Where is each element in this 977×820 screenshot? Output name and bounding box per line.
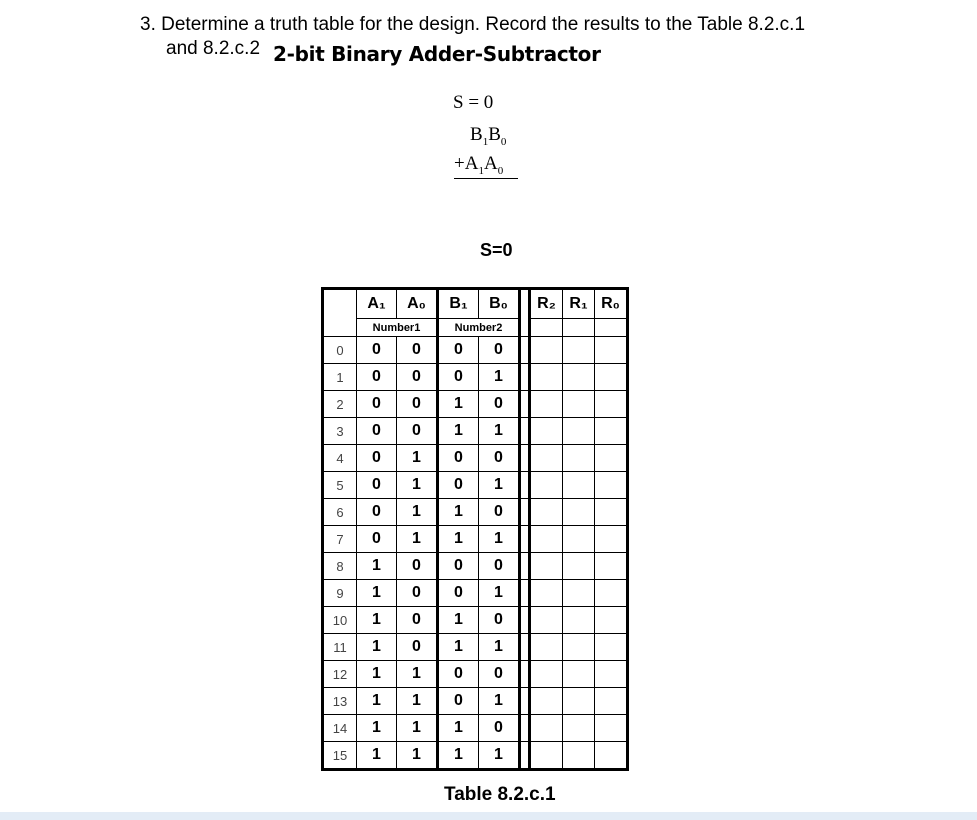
cell-gap[interactable]: [520, 580, 530, 607]
row-index: 10: [323, 607, 357, 634]
table-row: [323, 472, 628, 499]
cell-a1: 1: [357, 580, 397, 607]
cell-r0[interactable]: [595, 472, 628, 499]
cell-r2[interactable]: [530, 553, 563, 580]
cell-b0: 1: [479, 418, 520, 445]
cell-b1: 0: [438, 364, 479, 391]
cell-b0: 0: [479, 391, 520, 418]
cell-b1: 1: [438, 607, 479, 634]
cell-b1: 0: [438, 580, 479, 607]
row-index: 1: [323, 364, 357, 391]
table-row: [323, 445, 628, 472]
cell-r2[interactable]: [530, 580, 563, 607]
cell-a0: 1: [397, 661, 438, 688]
cell-b0: 1: [479, 742, 520, 770]
truth-table: [321, 287, 629, 771]
cell-b0: 0: [479, 445, 520, 472]
cell-r0[interactable]: [595, 391, 628, 418]
instruction-line-1: 3. Determine a truth table for the design. Record the results to the Table 8.2.c.1: [140, 14, 806, 35]
cell-a0: 0: [397, 580, 438, 607]
row-index: 9: [323, 580, 357, 607]
table-row: [323, 607, 628, 634]
cell-gap[interactable]: [520, 418, 530, 445]
cell-a0: 1: [397, 715, 438, 742]
cell-r0[interactable]: [595, 715, 628, 742]
cell-b0: 1: [479, 526, 520, 553]
cell-r1[interactable]: [563, 661, 595, 688]
row-index: 4: [323, 445, 357, 472]
equation-sum-line: [454, 178, 518, 179]
cell-r1[interactable]: [563, 445, 595, 472]
a1-letter: A: [464, 153, 479, 174]
cell-b1: 1: [438, 391, 479, 418]
table-row: [323, 688, 628, 715]
cell-r0[interactable]: [595, 742, 628, 770]
table-row: [323, 526, 628, 553]
cell-r0[interactable]: [595, 499, 628, 526]
header-gap-2: [520, 319, 530, 337]
cell-r1[interactable]: [563, 634, 595, 661]
row-index: 14: [323, 715, 357, 742]
cell-r1[interactable]: [563, 337, 595, 364]
cell-r2[interactable]: [530, 742, 563, 770]
cell-r1[interactable]: [563, 607, 595, 634]
b1-subscript: 1: [482, 135, 489, 148]
cell-a0: 0: [397, 391, 438, 418]
cell-r1[interactable]: [563, 715, 595, 742]
row-index: 6: [323, 499, 357, 526]
equation-b-operand: [470, 124, 506, 148]
header-r0-blank: [595, 319, 628, 337]
table-row: [323, 391, 628, 418]
row-index: 7: [323, 526, 357, 553]
cell-b0: 0: [479, 607, 520, 634]
cell-gap[interactable]: [520, 472, 530, 499]
table-row: [323, 418, 628, 445]
cell-a0: 0: [397, 607, 438, 634]
cell-b1: 0: [438, 472, 479, 499]
cell-r0[interactable]: [595, 607, 628, 634]
b1-letter: B: [470, 124, 483, 145]
header-r2: R₂: [530, 289, 563, 319]
cell-r2[interactable]: [530, 418, 563, 445]
cell-r0[interactable]: [595, 418, 628, 445]
cell-b0: 0: [479, 337, 520, 364]
cell-a1: 0: [357, 499, 397, 526]
a1-subscript: 1: [478, 164, 484, 177]
cell-a1: 1: [357, 661, 397, 688]
equation-s-value: S = 0: [453, 92, 494, 113]
cell-a1: 1: [357, 607, 397, 634]
cell-a1: 0: [357, 418, 397, 445]
cell-b1: 0: [438, 337, 479, 364]
cell-r0[interactable]: [595, 364, 628, 391]
cell-r2[interactable]: [530, 661, 563, 688]
table-row: [323, 553, 628, 580]
cell-r2[interactable]: [530, 472, 563, 499]
a0-letter: A: [483, 153, 498, 174]
row-index: 12: [323, 661, 357, 688]
cell-r2[interactable]: [530, 337, 563, 364]
header-b0: B₀: [479, 289, 520, 319]
header-number2: Number2: [438, 319, 520, 337]
cell-a1: 0: [357, 445, 397, 472]
cell-b1: 0: [438, 688, 479, 715]
header-row-numbers: [323, 319, 628, 337]
cell-r0[interactable]: [595, 445, 628, 472]
cell-r1[interactable]: [563, 418, 595, 445]
cell-r2[interactable]: [530, 634, 563, 661]
header-r1-blank: [563, 319, 595, 337]
cell-b0: 1: [479, 634, 520, 661]
cell-b1: 1: [438, 715, 479, 742]
cell-r2[interactable]: [530, 607, 563, 634]
cell-a0: 1: [397, 742, 438, 770]
cell-a1: 1: [357, 715, 397, 742]
cell-gap[interactable]: [520, 742, 530, 770]
row-index: 3: [323, 418, 357, 445]
cell-a0: 1: [397, 688, 438, 715]
cell-gap[interactable]: [520, 364, 530, 391]
cell-gap[interactable]: [520, 526, 530, 553]
bottom-scroll-bar: [0, 812, 977, 820]
cell-r1[interactable]: [563, 688, 595, 715]
equation-a-operand: [454, 153, 503, 177]
cell-b1: 1: [438, 742, 479, 770]
row-index: 11: [323, 634, 357, 661]
cell-r2[interactable]: [530, 526, 563, 553]
cell-gap[interactable]: [520, 607, 530, 634]
cell-gap[interactable]: [520, 661, 530, 688]
cell-a0: 1: [397, 526, 438, 553]
cell-a0: 1: [397, 499, 438, 526]
cell-b0: 1: [479, 580, 520, 607]
row-index: 15: [323, 742, 357, 770]
cell-r1[interactable]: [563, 526, 595, 553]
cell-r2[interactable]: [530, 688, 563, 715]
cell-gap[interactable]: [520, 634, 530, 661]
cell-gap[interactable]: [520, 553, 530, 580]
row-index: 2: [323, 391, 357, 418]
cell-r0[interactable]: [595, 337, 628, 364]
cell-r2[interactable]: [530, 445, 563, 472]
instruction-line-2: and 8.2.c.2: [166, 38, 261, 59]
header-r1: R₁: [563, 289, 595, 319]
cell-r1[interactable]: [563, 553, 595, 580]
cell-r1[interactable]: [563, 580, 595, 607]
cell-gap[interactable]: [520, 337, 530, 364]
cell-a0: 0: [397, 337, 438, 364]
cell-r1[interactable]: [563, 742, 595, 770]
plus-sign: +: [454, 153, 465, 174]
cell-a1: 1: [357, 688, 397, 715]
header-a0: A₀: [397, 289, 438, 319]
cell-r2[interactable]: [530, 499, 563, 526]
truth-table-body: [323, 289, 628, 770]
header-index-cell-2: [323, 319, 357, 337]
header-gap: [520, 289, 530, 319]
cell-a1: 0: [357, 526, 397, 553]
cell-b0: 0: [479, 499, 520, 526]
table-row: [323, 634, 628, 661]
cell-r0[interactable]: [595, 553, 628, 580]
b0-subscript: 0: [500, 135, 507, 148]
row-index: 8: [323, 553, 357, 580]
cell-gap[interactable]: [520, 499, 530, 526]
table-caption: Table 8.2.c.1: [444, 784, 556, 805]
table-row: [323, 337, 628, 364]
cell-a0: 0: [397, 553, 438, 580]
cell-a1: 1: [357, 553, 397, 580]
table-title: S=0: [480, 240, 513, 260]
header-r0: R₀: [595, 289, 628, 319]
header-r2-blank: [530, 319, 563, 337]
cell-a0: 0: [397, 364, 438, 391]
a0-subscript: 0: [497, 164, 504, 177]
cell-r0[interactable]: [595, 526, 628, 553]
row-index: 5: [323, 472, 357, 499]
cell-b1: 1: [438, 634, 479, 661]
row-index: 13: [323, 688, 357, 715]
cell-b1: 1: [438, 526, 479, 553]
cell-b0: 1: [479, 688, 520, 715]
cell-b1: 0: [438, 553, 479, 580]
cell-b0: 0: [479, 715, 520, 742]
cell-b1: 1: [438, 418, 479, 445]
cell-b0: 1: [479, 472, 520, 499]
cell-r2[interactable]: [530, 391, 563, 418]
cell-r0[interactable]: [595, 688, 628, 715]
table-row: [323, 499, 628, 526]
cell-a1: 0: [357, 364, 397, 391]
cell-a1: 0: [357, 391, 397, 418]
header-index-cell: [323, 289, 357, 319]
table-row: [323, 742, 628, 770]
cell-gap[interactable]: [520, 688, 530, 715]
cell-a1: 1: [357, 634, 397, 661]
cell-a0: 0: [397, 418, 438, 445]
cell-r0[interactable]: [595, 661, 628, 688]
section-subtitle: 2-bit Binary Adder-Subtractor: [273, 42, 601, 66]
cell-a0: 0: [397, 634, 438, 661]
cell-r0[interactable]: [595, 634, 628, 661]
cell-r1[interactable]: [563, 364, 595, 391]
cell-a1: 0: [357, 472, 397, 499]
header-row-labels: [323, 289, 628, 319]
cell-b1: 0: [438, 445, 479, 472]
cell-b0: 1: [479, 364, 520, 391]
b0-letter: B: [488, 124, 501, 145]
cell-b0: 0: [479, 661, 520, 688]
cell-gap[interactable]: [520, 445, 530, 472]
table-row: [323, 715, 628, 742]
row-index: 0: [323, 337, 357, 364]
cell-a0: 1: [397, 445, 438, 472]
cell-r2[interactable]: [530, 715, 563, 742]
cell-a1: 1: [357, 742, 397, 770]
cell-r1[interactable]: [563, 472, 595, 499]
cell-gap[interactable]: [520, 715, 530, 742]
cell-a0: 1: [397, 472, 438, 499]
cell-b1: 0: [438, 661, 479, 688]
cell-r1[interactable]: [563, 391, 595, 418]
cell-r2[interactable]: [530, 364, 563, 391]
cell-r0[interactable]: [595, 580, 628, 607]
cell-b1: 1: [438, 499, 479, 526]
cell-b0: 0: [479, 553, 520, 580]
table-row: [323, 661, 628, 688]
header-b1: B₁: [438, 289, 479, 319]
cell-gap[interactable]: [520, 391, 530, 418]
cell-a1: 0: [357, 337, 397, 364]
table-row: [323, 364, 628, 391]
table-row: [323, 580, 628, 607]
cell-r1[interactable]: [563, 499, 595, 526]
header-number1: Number1: [357, 319, 438, 337]
header-a1: A₁: [357, 289, 397, 319]
